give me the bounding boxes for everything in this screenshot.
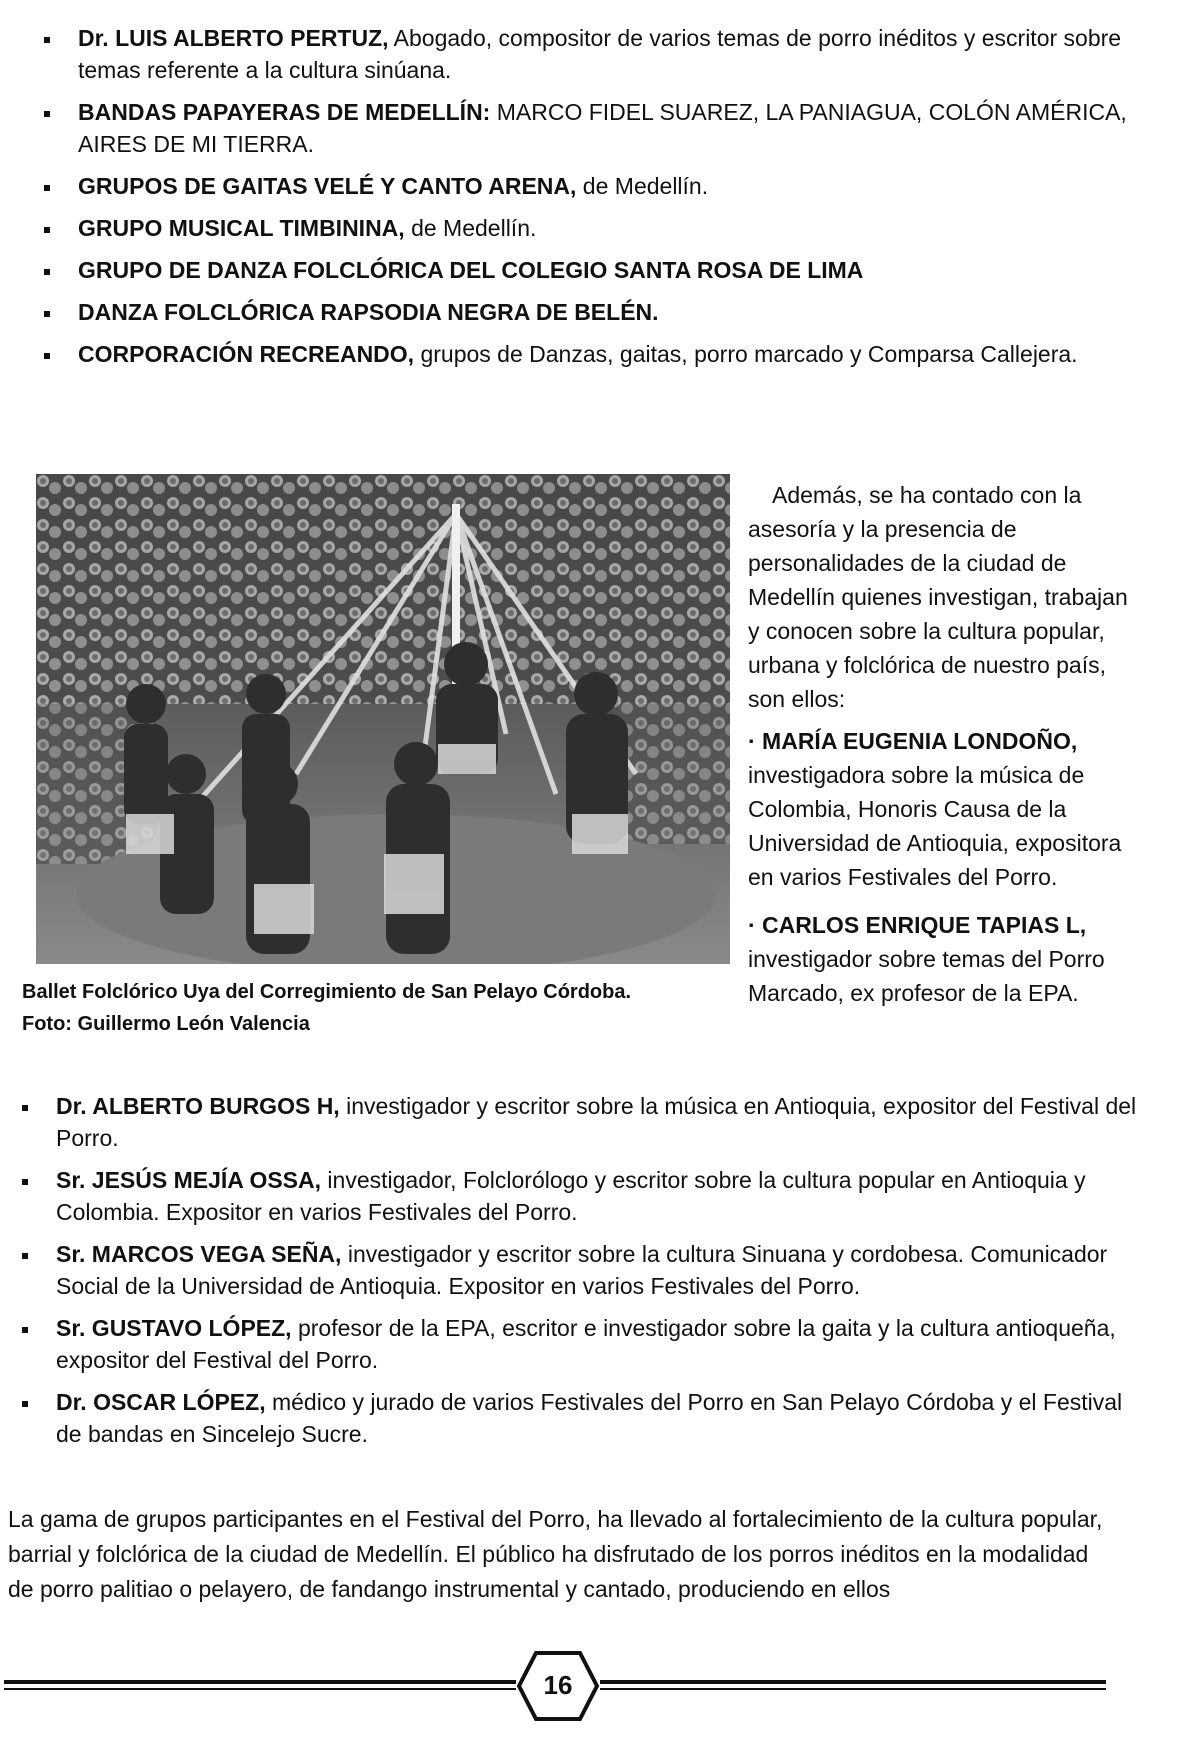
list-item — [40, 296, 1150, 328]
item-name: Sr. JESÚS MEJÍA OSSA, — [56, 1167, 322, 1193]
person-name: · MARÍA EUGENIA LONDOÑO, — [748, 728, 1078, 754]
item-text: grupos de Danzas, gaitas, porro marcado y Comparsa Callejera. — [414, 341, 1078, 367]
list-item — [18, 1090, 1138, 1154]
list-item — [18, 1312, 1138, 1376]
bottom-list — [18, 1090, 1138, 1460]
item-name: GRUPOS DE GAITAS VELÉ Y CANTO ARENA, — [78, 173, 577, 199]
item-text: de Medellín. — [576, 173, 709, 199]
item-name: Dr. ALBERTO BURGOS H, — [56, 1093, 340, 1119]
dance-photo — [36, 474, 730, 964]
item-name: GRUPO MUSICAL TIMBININA, — [78, 215, 405, 241]
item-text: investigador y escritor sobre la cultura Sinuana y cordobesa. Comunicador Social de la Universidad de Antioquia. Expositor en varios Festivales del Porro. — [56, 1241, 1108, 1299]
footer-rule-right — [600, 1680, 1106, 1684]
footer-rule-left-thin — [4, 1688, 516, 1690]
top-list — [40, 22, 1150, 380]
person-text: investigadora sobre la música de Colombia, Honoris Causa de la Universidad de Antioquia, expositora en varios Festivales del Porro. — [748, 762, 1122, 890]
item-name: Dr. LUIS ALBERTO PERTUZ, — [78, 25, 389, 51]
item-text: Abogado, compositor de varios temas de porro inéditos y escritor sobre temas referente a la cultura sinúana. — [78, 25, 1122, 83]
item-text: médico y jurado de varios Festivales del Porro en San Pelayo Córdoba y el Festival de bandas en Sincelejo Sucre. — [56, 1389, 1123, 1447]
side-person — [748, 724, 1136, 894]
footer-rule-left — [4, 1680, 516, 1684]
item-text: profesor de la EPA, escritor e investigador sobre la gaita y la cultura antioqueña, expositor del Festival del Porro. — [56, 1315, 1116, 1373]
person-name: · CARLOS ENRIQUE TAPIAS L, — [748, 912, 1087, 938]
page-number: 16 — [543, 1669, 573, 1700]
item-name: BANDAS PAPAYERAS DE MEDELLÍN: — [78, 99, 491, 125]
list-item — [40, 22, 1150, 86]
item-name: DANZA FOLCLÓRICA RAPSODIA NEGRA DE BELÉN. — [78, 299, 659, 325]
page-footer — [0, 1644, 1184, 1724]
item-name: CORPORACIÓN RECREANDO, — [78, 341, 415, 367]
caption-credit: Foto: Guillermo León Valencia — [22, 1013, 310, 1035]
list-item — [18, 1386, 1138, 1450]
side-intro: Además, se ha contado con la asesoría y la presencia de personalidades de la ciudad de Medellín quienes investigan, trabajan y conocen sobre la cultura popular, urbana y folclórica de nuestro país, son ellos: — [748, 482, 1128, 712]
item-name: GRUPO DE DANZA FOLCLÓRICA DEL COLEGIO SANTA ROSA DE LIMA — [78, 257, 864, 283]
item-name: Dr. OSCAR LÓPEZ, — [56, 1389, 266, 1415]
list-item — [18, 1238, 1138, 1302]
footer-rule-right-thin — [600, 1688, 1106, 1690]
photo-caption — [22, 976, 722, 1040]
list-item — [40, 212, 1150, 244]
person-text: investigador sobre temas del Porro Marcado, ex profesor de la EPA. — [748, 946, 1105, 1006]
item-text: de Medellín. — [404, 215, 537, 241]
item-text: investigador, Folclorólogo y escritor sobre la cultura popular en Antioquia y Colombia. Expositor en varios Festivales del Porro. — [56, 1167, 1086, 1225]
list-item — [40, 96, 1150, 160]
list-item — [40, 338, 1150, 370]
body-paragraph: La gama de grupos participantes en el Festival del Porro, ha llevado al fortalecimiento de la cultura popular, barrial y folclórica de la ciudad de Medellín. El público ha disfrutado de los porros inéditos en la modalidad de porro palitiao o pelayero, de fandango instrumental y cantado, produciendo en ellos — [8, 1506, 1103, 1602]
caption-title: Ballet Folclórico Uya del Corregimiento de San Pelayo Córdoba. — [22, 981, 632, 1003]
item-name: Sr. MARCOS VEGA SEÑA, — [56, 1241, 342, 1267]
list-item — [18, 1164, 1138, 1228]
item-text: investigador y escritor sobre la música en Antioquia, expositor del Festival del Porro. — [56, 1093, 1137, 1151]
side-person — [748, 908, 1136, 1010]
list-item — [40, 254, 1150, 286]
side-column — [748, 478, 1136, 1024]
item-text: MARCO FIDEL SUAREZ, LA PANIAGUA, COLÓN AMÉRICA, AIRES DE MI TIERRA. — [78, 99, 1127, 157]
item-name: Sr. GUSTAVO LÓPEZ, — [56, 1315, 292, 1341]
list-item — [40, 170, 1150, 202]
